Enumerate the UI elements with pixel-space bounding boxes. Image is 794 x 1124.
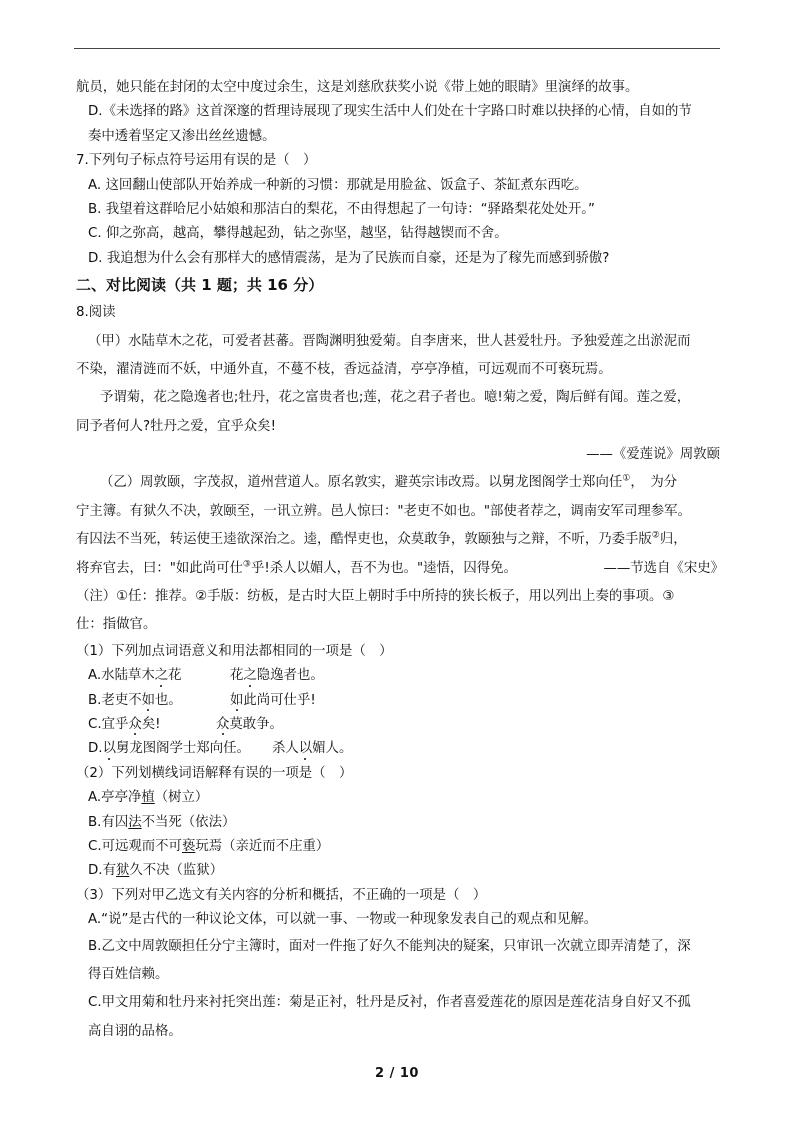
sub2-option-b bbox=[76, 811, 724, 835]
underlined-word: 亵 bbox=[181, 838, 196, 854]
sub1-option-a bbox=[76, 664, 724, 688]
passage-a-line: （甲）水陆草木之花，可爱者甚蕃。晋陶渊明独爱菊。自李唐来，世人甚爱牡丹。予独爱莲之出淤泥而 bbox=[88, 333, 691, 349]
sub2-option-c bbox=[76, 835, 724, 859]
section-heading: 二、对比阅读（共 1 题；共 16 分） bbox=[76, 276, 324, 295]
sub3-option-line: 高自诩的品格。 bbox=[88, 1023, 182, 1039]
option-text: 矣! bbox=[141, 716, 161, 732]
option-text: B.有囚 bbox=[88, 814, 129, 830]
option-text: C.宜乎 bbox=[88, 716, 129, 732]
passage-b-line bbox=[76, 526, 724, 554]
text-line: 航员，她只能在封闭的太空中度过余生，这是刘慈欣获奖小说《带上她的眼睛》里演绎的故事。 bbox=[76, 80, 639, 95]
passage-b-text: ， 为分 bbox=[630, 475, 678, 491]
dotted-word: 如 bbox=[142, 689, 155, 713]
option-text: 舅龙图阁学士郑向任。 bbox=[115, 741, 250, 757]
sub2-option-d bbox=[76, 859, 724, 883]
sub3-option-line: B.乙文中周敦颐担任分宁主簿时，面对一件拖了好久不能判决的疑案，只审讯一次就立即弄清楚了，深 bbox=[88, 938, 691, 954]
option-text: 媚人。 bbox=[312, 741, 353, 757]
sub1-option-b bbox=[76, 689, 724, 713]
footnote-line: 仕：指做官。 bbox=[76, 617, 157, 633]
option-text: 久不决（监狱） bbox=[129, 863, 224, 879]
option-text: 隐逸者也。 bbox=[256, 668, 324, 684]
header-rule bbox=[74, 48, 720, 49]
passage-a-line: 同予者何人?牡丹之爱，宜乎众矣! bbox=[76, 418, 276, 434]
footnote-line: （注）①任：推荐。②手版：纺板，是古时大臣上朝时手中所持的狭长板子，用以列出上奏的事项。③ bbox=[76, 589, 675, 605]
option-text: B.老吏不 bbox=[88, 692, 142, 708]
option-text: 花 bbox=[230, 668, 244, 684]
question-8-stem: 8.阅读 bbox=[76, 305, 116, 321]
underlined-word: 法 bbox=[128, 814, 142, 830]
option-text: 也。 bbox=[155, 692, 182, 708]
passage-b-text: 归， bbox=[659, 532, 687, 548]
passage-b-text: （乙）周敦颐，字茂叔，道州营道人。原名敦实，避英宗讳改焉。以舅龙图阁学士郑向任 bbox=[100, 475, 623, 491]
footnote-marker: ① bbox=[622, 474, 631, 484]
option-text: C.可远观而不可 bbox=[88, 838, 182, 854]
option-text: 莫敢争。 bbox=[229, 716, 283, 732]
option-text: （树立） bbox=[154, 790, 209, 806]
dotted-word: 以 bbox=[103, 737, 116, 761]
dotted-word: 如 bbox=[230, 689, 243, 713]
option-text: 玩焉（亲近而不庄重） bbox=[195, 838, 330, 854]
sub-question-1-stem: （1）下列加点词语意义和用法都相同的一项是（ ） bbox=[76, 643, 393, 659]
dotted-word: 之 bbox=[243, 664, 256, 688]
dotted-word: 众 bbox=[128, 713, 141, 737]
option-text: 此尚可仕乎! bbox=[243, 692, 316, 708]
passage-b-line bbox=[76, 469, 724, 497]
option-text: 不当死（依法） bbox=[141, 814, 236, 830]
option-text: D. bbox=[88, 741, 103, 757]
passage-b-source: ——节选自《宋史》 bbox=[603, 560, 724, 576]
sub-question-3-stem: （3）下列对甲乙选文有关内容的分析和概括，不正确的一项是（ ） bbox=[76, 887, 487, 903]
option-text: A.亭亭净 bbox=[88, 790, 142, 806]
sub3-option-line: C.甲文用菊和牡丹来衬托突出莲：菊是正衬，牡丹是反衬，作者喜爱莲花的原因是莲花洁身自好又不孤 bbox=[88, 995, 691, 1011]
footnote-marker: ② bbox=[651, 530, 660, 541]
dotted-word: 之 bbox=[155, 664, 168, 688]
sub-question-2-stem: （2）下列划横线词语解释有误的一项是（ ） bbox=[76, 765, 353, 781]
underlined-word: 植 bbox=[141, 790, 155, 806]
sub1-option-c bbox=[76, 713, 724, 737]
text-line: D.《未选择的路》这首深邃的哲理诗展现了现实生活中人们处在十字路口时难以抉择的心情，自如的节 bbox=[88, 104, 692, 120]
passage-b-text: 乎!杀人以媚人，吾不为也。"逵悟，囚得免。 bbox=[250, 560, 517, 576]
sub3-option-line: A.“说”是古代的一种议论文体，可以就一事、一物或一种现象发表自己的观点和见解。 bbox=[88, 912, 598, 928]
underlined-word: 狱 bbox=[115, 863, 130, 879]
question-7-stem: 7.下列句子标点符号运用有误的是（ ） bbox=[76, 153, 317, 169]
passage-b-text: 将弃官去，曰："如此尚可仕 bbox=[76, 560, 243, 576]
q7-option-b: B. 我望着这群哈尼小姑娘和那洁白的梨花，不由得想起了一句诗：“驿路梨花处处开。” bbox=[88, 201, 595, 217]
dotted-word: 以 bbox=[299, 737, 312, 761]
page-number: 2 / 10 bbox=[375, 1066, 419, 1081]
q7-option-d: D. 我追想为什么会有那样大的感情震荡，是为了民族而自豪，还是为了稼先而感到骄傲? bbox=[88, 250, 610, 266]
passage-a-source: ——《爱莲说》周敦颐 bbox=[586, 447, 720, 463]
q7-option-a: A. 这回翻山使部队开始养成一种新的习惯：那就是用脸盆、饭盒子、茶缸煮东西吃。 bbox=[88, 177, 588, 193]
passage-a-line: 不染，濯清涟而不妖，中通外直，不蔓不枝，香远益清，亭亭净植，可远观而不可亵玩焉。 bbox=[76, 361, 612, 377]
option-text: A.水陆草木 bbox=[88, 668, 155, 684]
q7-option-c: C. 仰之弥高，越高，攀得越起劲，钻之弥坚，越坚，钻得越锲而不舍。 bbox=[88, 226, 508, 242]
dotted-word: 众 bbox=[216, 713, 229, 737]
passage-b-line bbox=[76, 555, 724, 583]
option-text: 花 bbox=[168, 668, 182, 684]
page-content bbox=[76, 76, 724, 1046]
footnote-marker: ③ bbox=[242, 559, 251, 570]
option-text: 杀人 bbox=[272, 741, 299, 757]
sub1-option-d bbox=[76, 737, 724, 761]
passage-b-text: 有囚法不当死，转运使王逵欲深治之。逵，酷悍吏也，众莫敢争，敦颐独与之辩，不听，乃委手版 bbox=[76, 532, 652, 548]
sub2-option-a bbox=[76, 786, 724, 810]
option-text: D.有 bbox=[88, 863, 116, 879]
passage-a-line: 予谓菊，花之隐逸者也;牡丹，花之富贵者也;莲，花之君子者也。噫!菊之爱，陶后鲜有闻。莲之爱， bbox=[100, 390, 691, 406]
text-line: 奏中透着坚定又渗出丝丝遗憾。 bbox=[88, 128, 276, 144]
passage-b-line: 宁主簿。有狱久不决，敦颐至，一讯立辨。邑人惊曰："老吏不如也。"部使者荐之，调南安军司理参军。 bbox=[76, 503, 691, 519]
sub3-option-line: 得百姓信赖。 bbox=[88, 966, 169, 982]
